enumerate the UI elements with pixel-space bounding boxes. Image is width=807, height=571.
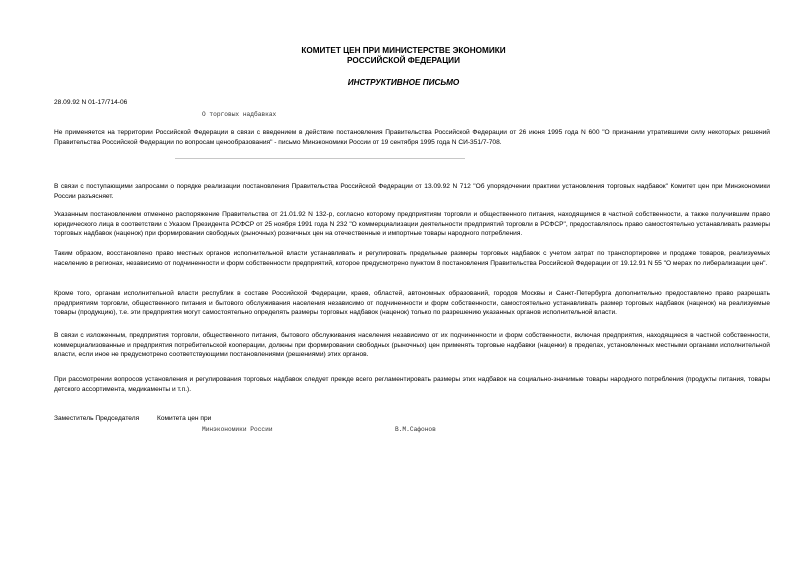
signature-name: В.М.Сафонов (395, 426, 436, 433)
signature-position-3: Минэкономики России (202, 426, 273, 433)
paragraph-1: В связи с поступающими запросами о порядке реализации постановления Правительства Российской Федерации от 13.09.92 N 712 "Об упорядочении практики установления торговых надбавок" Комитет цен при Минэкономики России разъясняет. (54, 183, 770, 200)
applicability-note: Не применяется на территории Российской Федерации в связи с введением в действие постановления Правительства Российской Федерации от 26 июня 1995 года N 600 "О признании утратившими силу некоторых решений Правительства Российской Федерации по вопросам ценообразования" - письмо Минэкономики России от 19 сентября 1995 года N СИ-351/7-708. (54, 129, 770, 146)
doc-subject: О торговых надбавках (202, 111, 277, 118)
org-title-line2: РОССИЙСКОЙ ФЕДЕРАЦИИ (347, 56, 460, 65)
paragraph-4: Кроме того, органам исполнительной власти республик в составе Российской Федерации, краев, областей, автономных образований, городов Москвы и Санкт-Петербурга дополнительно предоставлено право разрешать предприятиям торговли, общественного питания и бытового обслуживания населения независимо от подчиненности и форм собственности, самостоятельно устанавливать размер торговых надбавок (наценок) на реализуемые товары (продукцию), т.е. эти предприятия могут самостоятельно определять размеры торговых надбавок (наценок) только по разрешению указанных органов исполнительной власти. (54, 290, 770, 316)
org-title-line1: КОМИТЕТ ЦЕН ПРИ МИНИСТЕРСТВЕ ЭКОНОМИКИ (301, 46, 506, 55)
note-divider (175, 158, 465, 159)
paragraph-2: Указанным постановлением отменено распоряжение Правительства от 21.01.92 N 132-р, согласно которому предприятиям торговли и общественного питания, находящимся в частной собственности, а также получившим право юридического лица в соответствии с Указом Президента РСФСР от 25 ноября 1991 года N 232 "О коммерциализации деятельности предприятий торговли в РСФСР", предоставлялось право самостоятельно устанавливать размеры торговых надбавок (наценок) при формировании свободных (рыночных) розничных цен на отечественные и импортные товары народного потребления. (54, 211, 770, 237)
signature-position-2: Комитета цен при (157, 415, 212, 422)
doc-reference: 28.09.92 N 01-17/714-06 (54, 99, 128, 106)
doc-type-title: ИНСТРУКТИВНОЕ ПИСЬМО (347, 78, 460, 87)
signature-position-1: Заместитель Председателя (54, 415, 140, 422)
paragraph-6: При рассмотрении вопросов установления и регулирования торговых надбавок следует прежде всего регламентировать размеры этих надбавок на социально-значимые товары народного потребления (продукты питания, товары детского ассортимента, медикаменты и т.п.). (54, 376, 770, 393)
paragraph-3: Таким образом, восстановлено право местных органов исполнительной власти устанавливать и регулировать предельные размеры торговых надбавок с учетом затрат по транспортировке и продаже товаров, реализуемых населению в регионах, независимо от подчиненности и форм собственности предприятий, которое предусмотрено пунктом 8 постановления Правительства Российской Федерации от 19.12.91 N 55 "О мерах по либерализации цен". (54, 250, 770, 267)
paragraph-5: В связи с изложенным, предприятия торговли, общественного питания, бытового обслуживания населения независимо от их подчиненности и форм собственности, включая предприятия, находящиеся в частной собственности, коммерциализованные и предприятия потребительской кооперации, должны при формировании свободных (рыночных) цен применять торговые надбавки (наценки) в пределах, установленных местными органами исполнительной власти, если иное не предусмотрено соответствующими постановлениями (решениями) этих органов. (54, 332, 770, 358)
